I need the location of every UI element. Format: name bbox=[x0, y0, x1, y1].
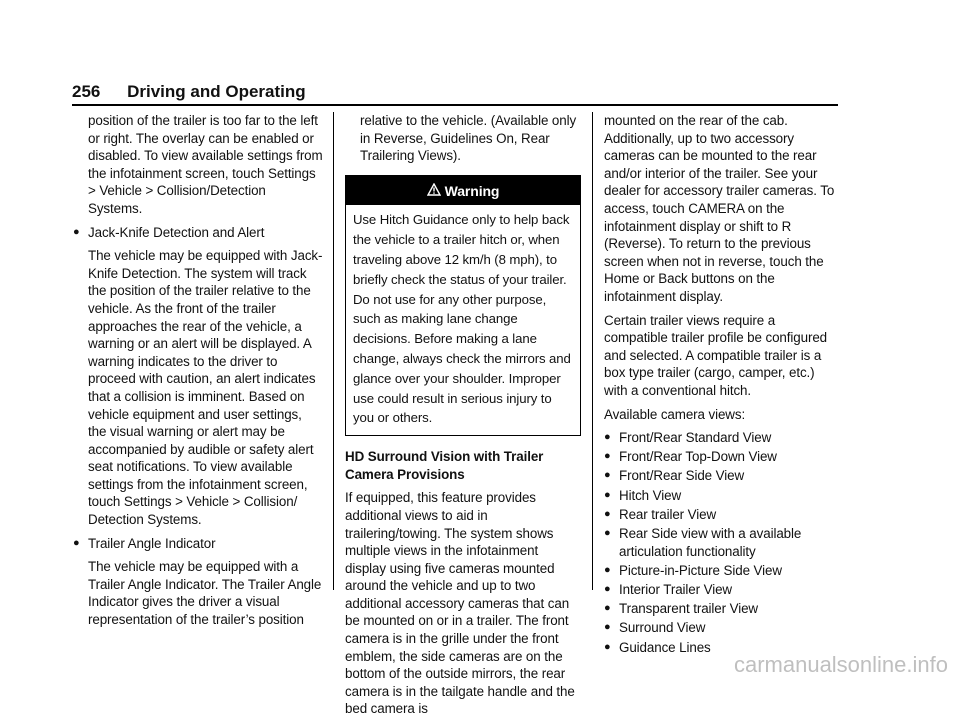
list-item-label: Rear Side view with a available articulation functionality bbox=[619, 526, 802, 559]
list-item-label: Transparent trailer View bbox=[619, 601, 759, 617]
bullet-icon: ● bbox=[604, 527, 611, 540]
bullet-icon: ● bbox=[604, 583, 611, 595]
list-item bbox=[73, 535, 323, 553]
warning-header bbox=[346, 176, 580, 206]
bullet-icon: ● bbox=[604, 488, 611, 501]
paragraph: mounted on the rear of the cab. Additionally, up to two accessory cameras can be mounted to the rear and/or interior of the trailer. See your dealer for accessory trailer cameras. To access, touch CAMERA on the infotainment display or shift to R (Reverse). To return to the previous screen when not in reverse, touch the Home or Back buttons on the infotainment display. bbox=[604, 113, 835, 304]
bullet-icon: ● bbox=[604, 602, 611, 615]
paragraph: relative to the vehicle. (Available only in Reverse, Guidelines On, Rear Trailering Views). bbox=[360, 113, 577, 164]
warning-text: Use Hitch Guidance only to help back the vehicle to a trailer hitch or, when traveling above 12 km/h (8 mph), to briefly check the status of your trailer. Do not use for any other purpose, such as making lane change decisions. Before making a lane change, always check the mirrors and glance over your shoulder. Improper use could result in serious injury to you or others. bbox=[353, 212, 571, 426]
list-item-label: Front/Rear Standard View bbox=[619, 430, 772, 446]
list-item bbox=[604, 562, 840, 580]
list-item-label: Front/Rear Side View bbox=[619, 468, 745, 484]
bullet-icon: ● bbox=[604, 450, 611, 463]
warning-title: Warning bbox=[444, 182, 500, 199]
warning-triangle-icon bbox=[427, 183, 441, 201]
bullet-icon: ● bbox=[604, 507, 611, 520]
bullet-title: Trailer Angle Indicator bbox=[88, 535, 216, 551]
list-item bbox=[73, 224, 323, 242]
paragraph: position of the trailer is too far to the left or right. The overlay can be enabled or disabled. To view available settings from the infotainment screen, touch Settings > Vehicle > Collision/Detection Systems. bbox=[88, 113, 323, 216]
column-2 bbox=[345, 112, 581, 724]
list-item bbox=[604, 487, 840, 505]
paragraph: The vehicle may be equipped with a Trailer Angle Indicator. The Trailer Angle Indicator gives the driver a visual representation of the trailer’s position bbox=[88, 559, 322, 628]
list-item bbox=[604, 467, 840, 485]
page-number: 256 bbox=[72, 82, 101, 101]
bullet-icon: ● bbox=[73, 225, 80, 238]
watermark: carmanualsonline.info bbox=[733, 652, 948, 677]
column-1 bbox=[73, 112, 323, 635]
header-rule bbox=[72, 104, 838, 106]
list-intro: Available camera views: bbox=[604, 406, 746, 422]
paragraph: If equipped, this feature provides additional views to aid in trailering/towing. The system shows multiple views in the infotainment display using five cameras mounted around the vehicle and up to two additional accessory cameras that can be mounted on or in a trailer. The front camera is in the grille under the front emblem, the side cameras are on the bottom of the outside mirrors, the rear camera is in the tailgate handle and the bed camera is bbox=[345, 490, 575, 717]
list-item bbox=[604, 581, 840, 599]
list-item-label: Front/Rear Top-Down View bbox=[619, 449, 777, 465]
list-item-label: Interior Trailer View bbox=[619, 582, 733, 597]
bullet-title: Jack-Knife Detection and Alert bbox=[88, 224, 265, 240]
list-item-label: Picture-in-Picture Side View bbox=[619, 562, 782, 578]
list-item-label: Guidance Lines bbox=[619, 639, 711, 655]
bullet-icon: ● bbox=[604, 621, 611, 634]
section-subheading: HD Surround Vision with Trailer Camera Provisions bbox=[345, 449, 544, 482]
column-3 bbox=[604, 112, 840, 658]
bullet-icon: ● bbox=[604, 563, 611, 576]
paragraph: The vehicle may be equipped with Jack-Knife Detection. The system will track the position of the trailer relative to the vehicle. As the front of the trailer approaches the rear of the vehicle, a warning or an alert will be displayed. A warning indicates to the driver to proceed with caution, an alert indicates that a collision is imminent. Based on vehicle equipment and user settings, the visual warning or alert may be accompanied by audible or safety alert seat notifications. To view available settings from the infotainment screen, touch Settings > Vehicle > Collision/ Detection Systems. bbox=[88, 248, 323, 528]
list-item-label: Rear trailer View bbox=[619, 506, 717, 522]
list-item-label: Surround View bbox=[619, 620, 706, 636]
page-header bbox=[72, 82, 306, 102]
list-item bbox=[604, 600, 840, 618]
list-item-label: Hitch View bbox=[619, 487, 682, 503]
warning-box bbox=[345, 175, 581, 436]
bullet-icon: ● bbox=[604, 431, 611, 444]
paragraph: Certain trailer views require a compatible trailer profile be configured and selected. A compatible trailer is a box type trailer (cargo, camper, etc.) with a conventional hitch. bbox=[604, 312, 828, 398]
list-item bbox=[604, 619, 840, 637]
list-item bbox=[604, 525, 840, 560]
column-divider bbox=[333, 112, 334, 590]
camera-view-list bbox=[604, 429, 840, 656]
column-divider bbox=[592, 112, 593, 590]
bullet-icon: ● bbox=[73, 536, 80, 549]
bullet-icon: ● bbox=[604, 640, 611, 653]
list-item bbox=[604, 429, 840, 447]
bullet-icon: ● bbox=[604, 469, 611, 482]
list-item bbox=[604, 506, 840, 524]
list-item bbox=[604, 448, 840, 466]
section-title: Driving and Operating bbox=[127, 82, 306, 101]
